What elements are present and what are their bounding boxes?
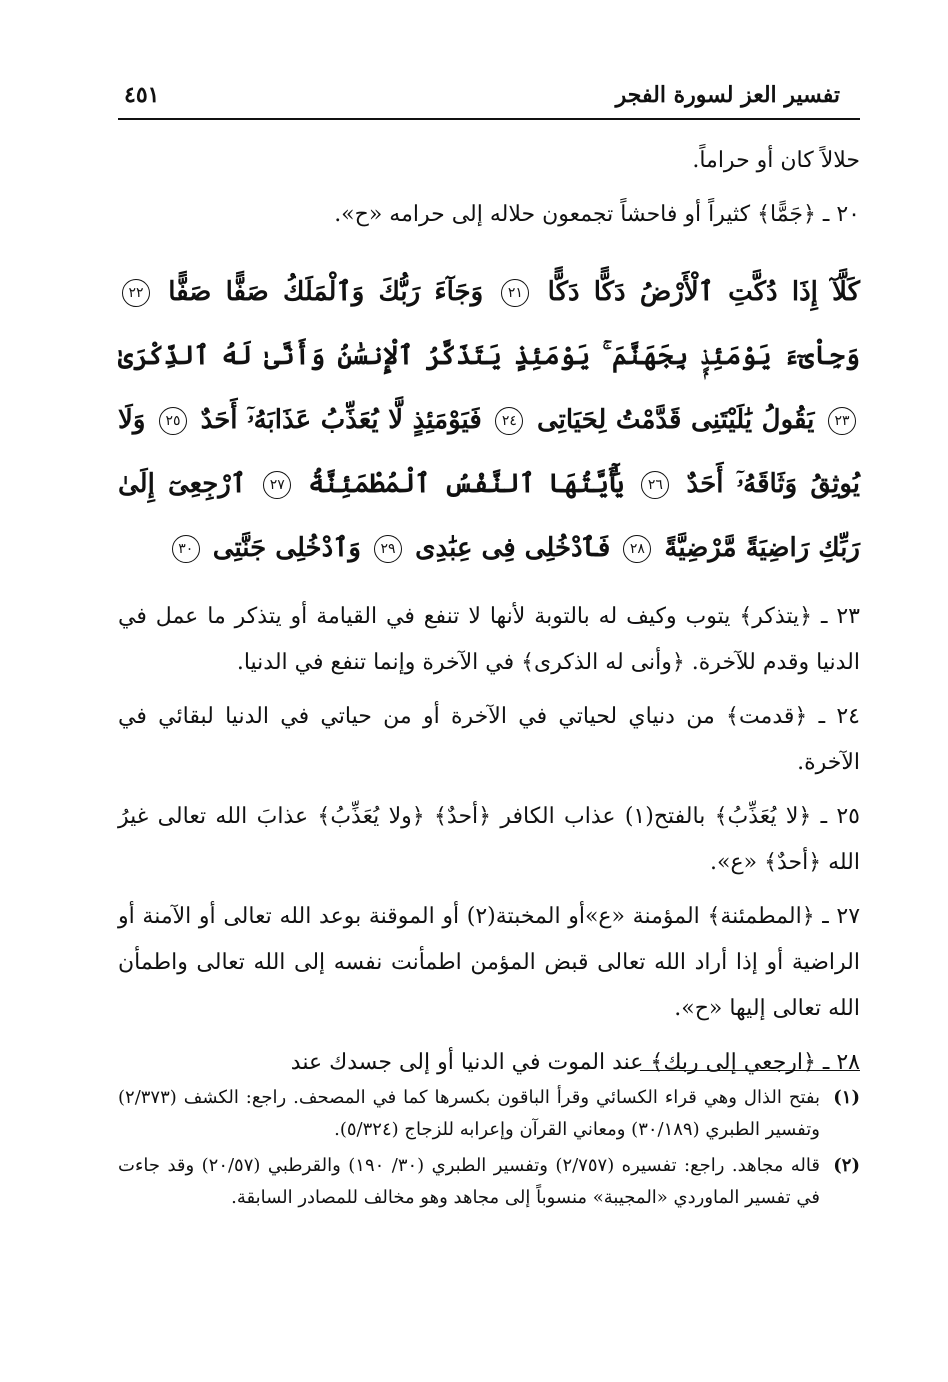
main-text	[118, 138, 860, 1094]
paragraph-verse-24: ٢٤ ـ ﴿قدمت﴾ من دنياي لحياتي في الآخرة أو من حياتي في الدنيا لبقائي في الآخرة.	[118, 704, 860, 775]
ayah-number-marker: ٢٦	[641, 471, 669, 499]
ayah-number-marker: ٢٤	[495, 407, 523, 435]
footnote-item	[118, 1150, 860, 1214]
running-title: تفسير العز لسورة الفجر	[615, 82, 840, 108]
quran-segment: يَٰٓأَيَّتُهَا ٱلنَّفْسُ ٱلْمُطْمَئِنَّةُ	[308, 469, 625, 499]
quran-segment: ٱرْجِعِىٓ إِلَىٰ رَبِّكِ رَاضِيَةً مَّرْضِيَّةً	[118, 469, 860, 563]
quran-segment: كَلَّآ إِذَا دُكَّتِ ٱلْأَرْضُ دَكًّا دَكًّا	[547, 277, 860, 307]
footnote-number: (٢)	[833, 1155, 860, 1176]
footnote-text: بفتح الذال وهي قراء الكسائي وقرأ الباقون بكسرها كما في المصحف. راجع: الكشف (٢/٣٧٣) وتفسير الطبري (٣٠/١٨٩) ومعاني القرآن وإعرابه للزجاج (٥/٣٢٤).	[118, 1087, 820, 1140]
ayah-number-marker: ٢١	[501, 279, 529, 307]
quran-segment: وَلَا يُوثِقُ وَثَاقَهُۥٓ أَحَدٌ	[118, 405, 860, 499]
quran-segment: وَجِاْىٓءَ يَوْمَئِذٍۭ بِجَهَنَّمَ ۚ يَوْمَئِذٍ يَتَذَكَّرُ ٱلْإِنسَٰنُ وَأَنَّىٰ لَهُ ٱلذِّكْرَىٰ	[118, 341, 860, 371]
quran-segment: وَٱدْخُلِى جَنَّتِى	[212, 533, 361, 563]
paragraph-verse-27: ٢٧ ـ ﴿المطمئنة﴾ المؤمنة «ع»أو المخبتة(٢) أو الموقنة بوعد الله تعالى أو الآمنة أو الراضية أو إذا أراد الله تعالى قبض المؤمن اطمأنت نفسه إلى الله تعالى واطمأن الله تعالى إليها «ح».	[118, 904, 861, 1021]
quran-segment: فَٱدْخُلِى فِى عِبَٰدِى	[415, 533, 611, 563]
footnote-divider	[640, 1070, 860, 1071]
footnotes	[118, 1082, 860, 1218]
paragraph-verse-28: ٢٨ ـ ﴿ارجعي إلى ربك﴾ عند الموت في الدنيا أو إلى جسدك عند	[290, 1050, 860, 1075]
page-number: ٤٥١	[124, 82, 160, 108]
quran-passage	[118, 260, 860, 580]
ayah-number-marker: ٢٨	[623, 535, 651, 563]
quran-segment: فَيَوْمَئِذٍ لَّا يُعَذِّبُ عَذَابَهُۥٓ أَحَدٌ	[200, 405, 482, 435]
ayah-number-marker: ٣٠	[172, 535, 200, 563]
ayah-number-marker: ٢٧	[263, 471, 291, 499]
paragraph-verse-23: ٢٣ ـ ﴿يتذكر﴾ يتوب وكيف له بالتوبة لأنها لا تنفع في القيامة أو يتذكر ما عمل في الدنيا وقدم للآخرة. ﴿وأنى له الذكرى﴾ في الآخرة وإنما تنفع في الدنيا.	[118, 604, 860, 675]
paragraph-verse-20: ٢٠ ـ ﴿جَمًّا﴾ كثيراً أو فاحشاً تجمعون حلاله إلى حرامه «ح».	[334, 202, 860, 227]
footnote-number: (١)	[833, 1087, 860, 1108]
paragraph-verse-25: ٢٥ ـ ﴿لا يُعَذِّبُ﴾ بالفتح(١) عذاب الكافر ﴿أحدٌ﴾ ﴿ولا يُعَذِّبُ﴾ عذابَ الله تعالى غيرُ الله ﴿أحدٌ﴾ «ع».	[118, 804, 860, 875]
ayah-number-marker: ٢٩	[374, 535, 402, 563]
footnote-item	[118, 1082, 860, 1146]
ayah-number-marker: ٢٥	[159, 407, 187, 435]
quran-segment: وَجَآءَ رَبُّكَ وَٱلْمَلَكُ صَفًّا صَفًّا	[168, 277, 484, 307]
paragraph-intro: حلالاً كان أو حراماً.	[692, 148, 860, 173]
ayah-number-marker: ٢٣	[828, 407, 856, 435]
page-header	[118, 78, 860, 120]
ayah-number-marker: ٢٢	[122, 279, 150, 307]
footnote-text: قاله مجاهد. راجع: تفسيره (٢/٧٥٧) وتفسير الطبري (٣٠/ ١٩٠) والقرطبي (٢٠/٥٧) وقد جاءت في تفسير الماوردي «المجيبة» منسوباً إلى مجاهد وهو مخالف للمصادر السابقة.	[118, 1155, 820, 1208]
quran-segment: يَقُولُ يَٰلَيْتَنِى قَدَّمْتُ لِحَيَاتِى	[536, 405, 815, 435]
